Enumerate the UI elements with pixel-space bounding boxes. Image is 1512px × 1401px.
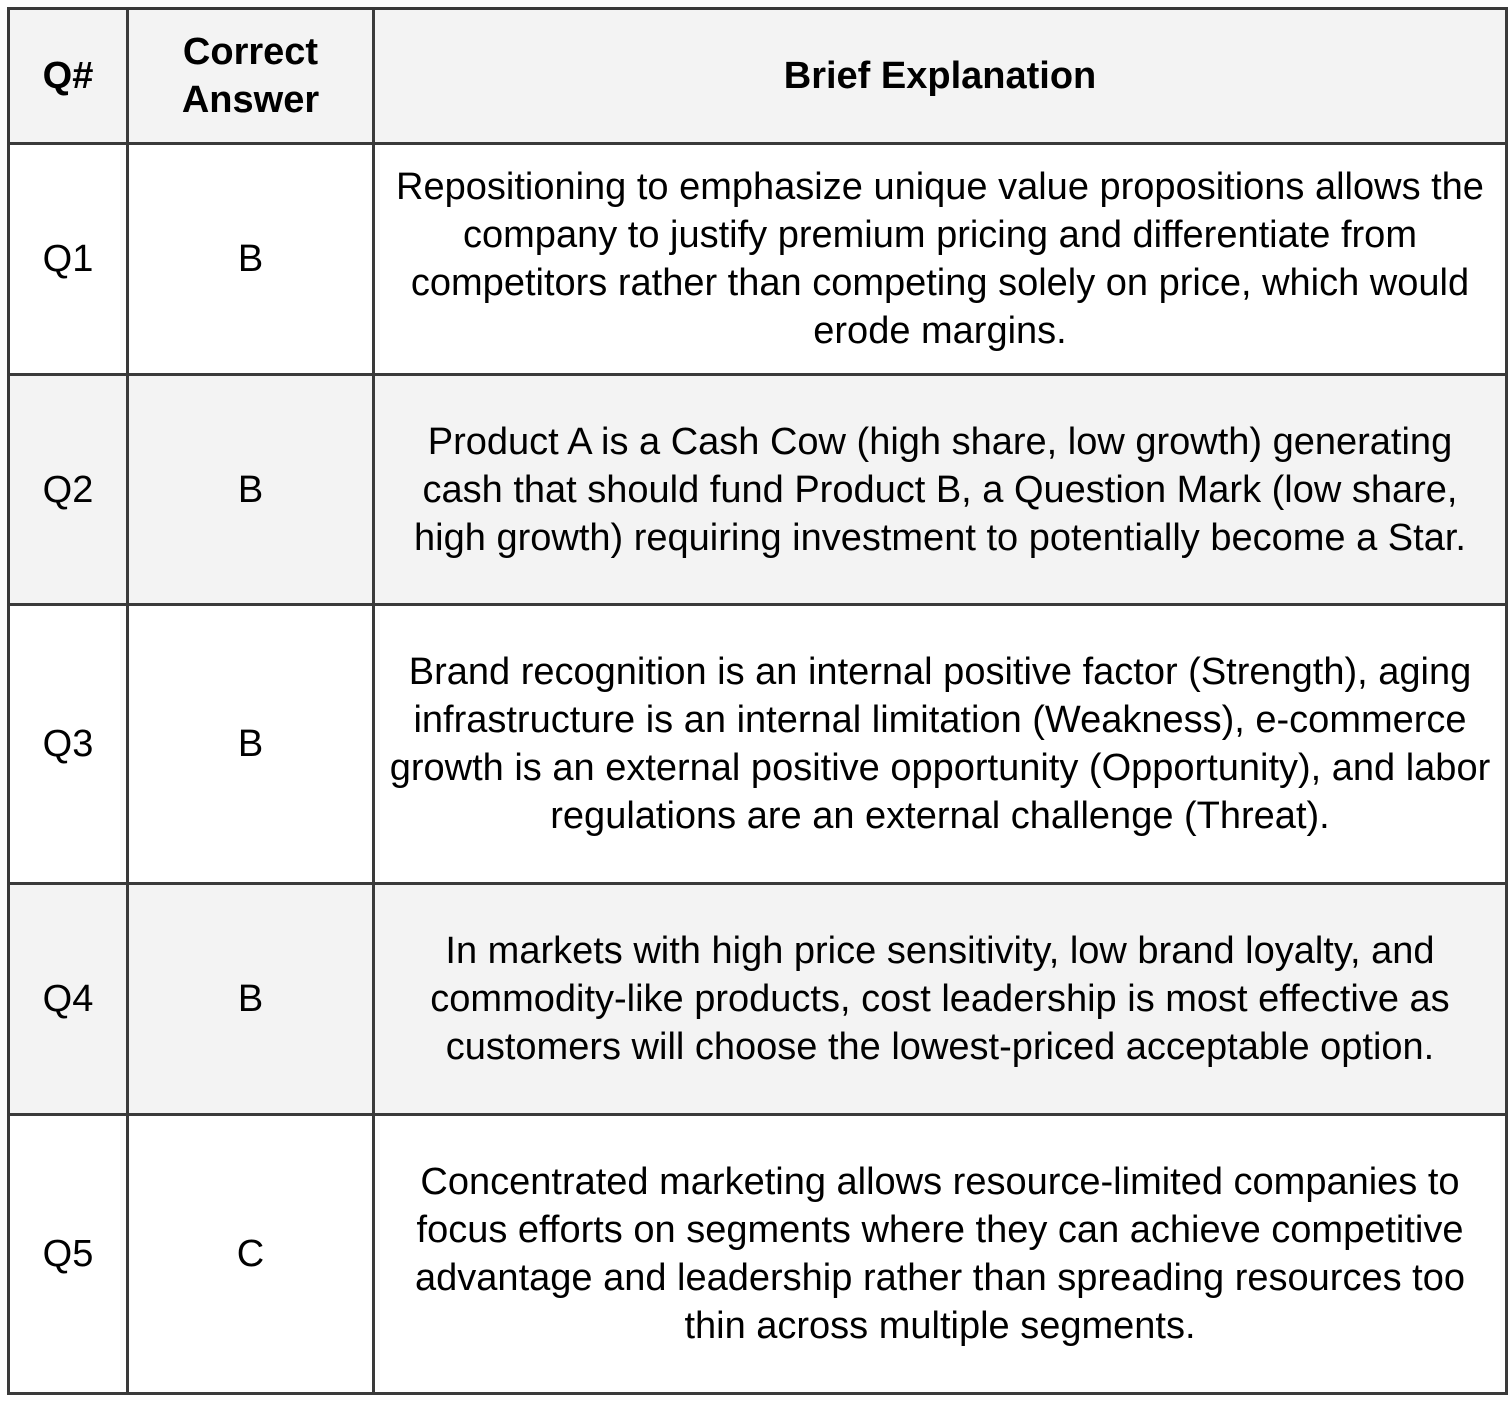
table-row xyxy=(9,1115,1507,1394)
explanation-cell: Concentrated marketing allows resource-limited companies to focus efforts on segments where they can achieve competitive advantage and leadership rather than spreading resources too thin across multiple segments. xyxy=(374,1115,1507,1394)
explanation-cell: Product A is a Cash Cow (high share, low growth) generating cash that should fund Product B, a Question Mark (low share, high growth) requiring investment to potentially become a Star. xyxy=(374,375,1507,605)
table-header xyxy=(9,9,1507,144)
correct-answer-cell: B xyxy=(128,375,374,605)
question-number-cell: Q2 xyxy=(9,375,128,605)
explanation-cell: Brand recognition is an internal positive factor (Strength), aging infrastructure is an internal limitation (Weakness), e-commerce growth is an external positive opportunity (Opportunity), and labor regulations are an external challenge (Threat). xyxy=(374,605,1507,884)
correct-answer-cell: B xyxy=(128,884,374,1115)
table-row xyxy=(9,375,1507,605)
table-row xyxy=(9,605,1507,884)
header-question-number: Q# xyxy=(9,9,128,144)
question-number-cell: Q4 xyxy=(9,884,128,1115)
header-correct-answer-line1: Correct xyxy=(182,31,319,73)
question-number-cell: Q5 xyxy=(9,1115,128,1394)
question-number-cell: Q3 xyxy=(9,605,128,884)
header-correct-answer-line2: Answer xyxy=(181,79,320,121)
correct-answer-cell: B xyxy=(128,144,374,375)
explanation-cell: In markets with high price sensitivity, low brand loyalty, and commodity-like products, cost leadership is most effective as customers will choose the lowest-priced acceptable option. xyxy=(374,884,1507,1115)
correct-answer-cell: B xyxy=(128,605,374,884)
header-row xyxy=(9,9,1507,144)
table-body xyxy=(9,144,1507,1394)
answer-key-table xyxy=(7,7,1508,1395)
question-number-cell: Q1 xyxy=(9,144,128,375)
table-row xyxy=(9,884,1507,1115)
header-brief-explanation: Brief Explanation xyxy=(374,9,1507,144)
explanation-cell: Repositioning to emphasize unique value propositions allows the company to justify premium pricing and differentiate from competitors rather than competing solely on price, which would erode margins. xyxy=(374,144,1507,375)
table-row xyxy=(9,144,1507,375)
header-correct-answer xyxy=(128,9,374,144)
correct-answer-cell: C xyxy=(128,1115,374,1394)
